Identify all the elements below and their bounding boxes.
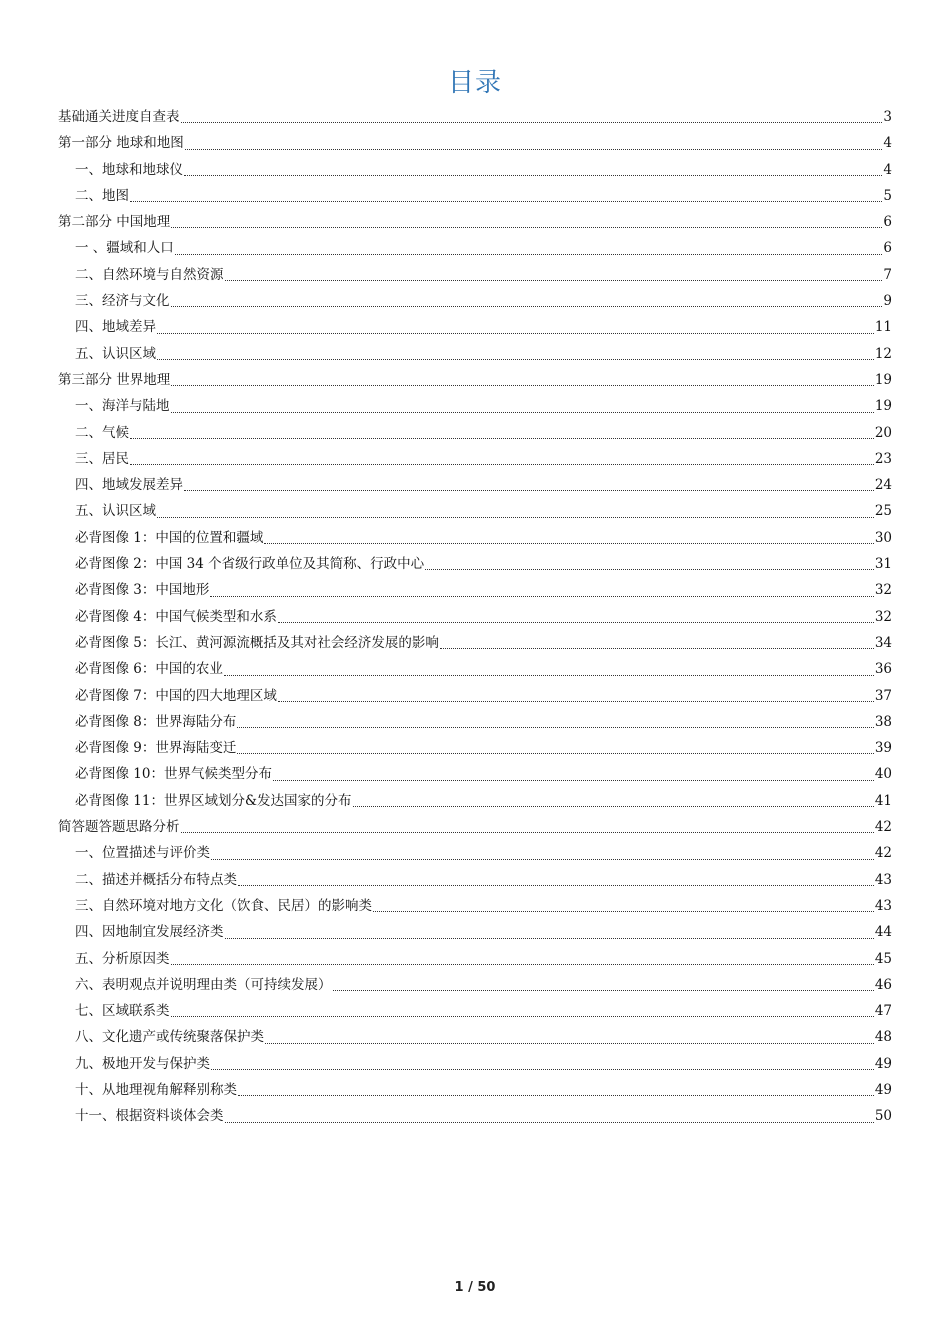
- dot-leader: [171, 1016, 874, 1017]
- toc-entry-page-number: 19: [874, 398, 892, 415]
- dot-leader: [171, 227, 882, 228]
- dot-leader: [273, 780, 874, 781]
- toc-entry[interactable]: [58, 183, 892, 209]
- toc-entry-label: 六、表明观点并说明理由类（可持续发展）: [75, 976, 332, 993]
- toc-entry[interactable]: [58, 683, 892, 709]
- toc-entry[interactable]: [58, 840, 892, 866]
- toc-entry[interactable]: [58, 157, 892, 183]
- toc-entry[interactable]: [58, 341, 892, 367]
- toc-entry-page-number: 42: [874, 845, 892, 862]
- toc-entry-page-number: 46: [874, 976, 892, 993]
- dot-leader: [225, 280, 883, 281]
- dot-leader: [225, 938, 874, 939]
- toc-entry[interactable]: [58, 367, 892, 393]
- dot-leader: [171, 964, 874, 965]
- dot-leader: [211, 859, 874, 860]
- toc-entry-page-number: 44: [874, 924, 892, 941]
- toc-entry[interactable]: [58, 656, 892, 682]
- dot-leader: [171, 412, 874, 413]
- toc-entry-label: 必背图像 8：世界海陆分布: [75, 713, 237, 730]
- toc-entry-label: 二、气候: [75, 424, 129, 441]
- dot-leader: [130, 464, 874, 465]
- toc-entry[interactable]: [58, 104, 892, 130]
- toc-entry[interactable]: [58, 288, 892, 314]
- toc-entry-label: 五、认识区域: [75, 503, 156, 520]
- toc-entry-page-number: 31: [874, 556, 892, 573]
- toc-entry[interactable]: [58, 262, 892, 288]
- dot-leader: [238, 885, 874, 886]
- toc-entry-page-number: 43: [874, 871, 892, 888]
- toc-entry-page-number: 50: [874, 1108, 892, 1125]
- toc-entry-label: 一、位置描述与评价类: [75, 845, 210, 862]
- toc-entry-page-number: 32: [874, 582, 892, 599]
- toc-entry[interactable]: [58, 446, 892, 472]
- toc-entry-label: 一、地球和地球仪: [75, 161, 183, 178]
- toc-entry-page-number: 34: [874, 634, 892, 651]
- toc-entry[interactable]: [58, 1103, 892, 1129]
- toc-entry-page-number: 25: [874, 503, 892, 520]
- toc-entry-page-number: 43: [874, 897, 892, 914]
- toc-entry-label: 四、地域发展差异: [75, 477, 183, 494]
- toc-entry[interactable]: [58, 998, 892, 1024]
- toc-entry-label: 九、极地开发与保护类: [75, 1055, 210, 1072]
- toc-entry-label: 十一、根据资料谈体会类: [75, 1108, 224, 1125]
- dot-leader: [440, 648, 874, 649]
- dot-leader: [130, 201, 882, 202]
- toc-entry-page-number: 4: [883, 135, 892, 152]
- toc-entry-page-number: 6: [883, 240, 892, 257]
- toc-entry[interactable]: [58, 235, 892, 261]
- dot-leader: [184, 175, 882, 176]
- toc-entry-page-number: 45: [874, 950, 892, 967]
- toc-entry[interactable]: [58, 946, 892, 972]
- page-title: 目录: [447, 68, 502, 98]
- dot-leader: [278, 701, 874, 702]
- dot-leader: [130, 438, 874, 439]
- toc-entry-page-number: 12: [874, 345, 892, 362]
- toc-entry[interactable]: [58, 551, 892, 577]
- dot-leader: [181, 832, 874, 833]
- dot-leader: [373, 911, 874, 912]
- toc-entry[interactable]: [58, 630, 892, 656]
- toc-entry[interactable]: [58, 498, 892, 524]
- dot-leader: [157, 333, 874, 334]
- toc-entry-page-number: 47: [874, 1003, 892, 1020]
- toc-entry-label: 三、居民: [75, 450, 129, 467]
- toc-entry-page-number: 9: [883, 293, 892, 310]
- toc-entry-label: 十、从地理视角解释别称类: [75, 1081, 237, 1098]
- toc-entry-page-number: 37: [874, 687, 892, 704]
- toc-entry-label: 必背图像 10：世界气候类型分布: [75, 766, 272, 783]
- toc-entry-label: 必背图像 1：中国的位置和疆域: [75, 529, 264, 546]
- toc-entry-page-number: 24: [874, 477, 892, 494]
- toc-entry-page-number: 42: [874, 819, 892, 836]
- toc-entry-label: 三、自然环境对地方文化（饮食、民居）的影响类: [75, 897, 372, 914]
- dot-leader: [224, 675, 874, 676]
- toc-entry-page-number: 40: [874, 766, 892, 783]
- toc-entry[interactable]: [58, 577, 892, 603]
- dot-leader: [175, 254, 883, 255]
- toc-entry-page-number: 7: [883, 266, 892, 283]
- table-of-contents: [58, 104, 892, 1130]
- toc-entry-label: 八、文化遗产或传统聚落保护类: [75, 1029, 264, 1046]
- toc-entry-label: 三、经济与文化: [75, 293, 170, 310]
- toc-entry-page-number: 32: [874, 608, 892, 625]
- toc-entry-label: 一、海洋与陆地: [75, 398, 170, 415]
- toc-entry-page-number: 49: [874, 1081, 892, 1098]
- dot-leader: [238, 1095, 874, 1096]
- toc-entry-label: 第二部分 中国地理: [58, 214, 171, 231]
- toc-entry[interactable]: [58, 130, 892, 156]
- toc-entry-label: 必背图像 5：长江、黄河源流概括及其对社会经济发展的影响: [75, 634, 439, 651]
- toc-entry[interactable]: [58, 209, 892, 235]
- toc-entry-page-number: 38: [874, 713, 892, 730]
- toc-entry-page-number: 11: [874, 319, 892, 336]
- toc-entry[interactable]: [58, 1077, 892, 1103]
- dot-leader: [171, 385, 874, 386]
- toc-entry-page-number: 39: [874, 740, 892, 757]
- toc-entry-label: 二、描述并概括分布特点类: [75, 871, 237, 888]
- page-number: 1 / 50: [454, 1280, 496, 1295]
- toc-entry-page-number: 49: [874, 1055, 892, 1072]
- toc-entry-page-number: 5: [883, 187, 892, 204]
- dot-leader: [425, 569, 874, 570]
- toc-entry-label: 必背图像 3：中国地形: [75, 582, 210, 599]
- toc-entry-page-number: 20: [874, 424, 892, 441]
- dot-leader: [225, 1122, 874, 1123]
- toc-entry[interactable]: [58, 919, 892, 945]
- dot-leader: [181, 122, 883, 123]
- dot-leader: [265, 1043, 874, 1044]
- toc-entry[interactable]: [58, 867, 892, 893]
- toc-entry[interactable]: [58, 788, 892, 814]
- toc-entry-label: 七、区域联系类: [75, 1003, 170, 1020]
- toc-entry[interactable]: [58, 1051, 892, 1077]
- toc-entry-label: 必背图像 7：中国的四大地理区域: [75, 687, 277, 704]
- toc-entry[interactable]: [58, 604, 892, 630]
- dot-leader: [185, 149, 883, 150]
- toc-entry-page-number: 4: [883, 161, 892, 178]
- toc-entry[interactable]: [58, 814, 892, 840]
- toc-entry-page-number: 41: [874, 792, 892, 809]
- toc-entry-label: 必背图像 6：中国的农业: [75, 661, 223, 678]
- toc-entry-page-number: 36: [874, 661, 892, 678]
- dot-leader: [264, 543, 873, 544]
- toc-entry[interactable]: [58, 472, 892, 498]
- toc-entry-label: 四、因地制宜发展经济类: [75, 924, 224, 941]
- dot-leader: [353, 806, 874, 807]
- toc-entry-label: 四、地域差异: [75, 319, 156, 336]
- dot-leader: [278, 622, 874, 623]
- toc-entry-page-number: 3: [883, 109, 892, 125]
- toc-entry[interactable]: [58, 761, 892, 787]
- dot-leader: [211, 1069, 874, 1070]
- toc-entry-label: 一 、疆域和人口: [75, 240, 174, 257]
- toc-entry-label: 简答题答题思路分析: [58, 819, 180, 836]
- toc-entry-label: 必背图像 9：世界海陆变迁: [75, 740, 237, 757]
- toc-entry-page-number: 30: [874, 529, 892, 546]
- toc-entry[interactable]: [58, 1024, 892, 1050]
- toc-entry-label: 第一部分 地球和地图: [58, 135, 184, 152]
- toc-entry-label: 必背图像 2：中国 34 个省级行政单位及其简称、行政中心: [75, 556, 425, 573]
- toc-entry[interactable]: [58, 709, 892, 735]
- toc-entry-label: 必背图像 11：世界区域划分&发达国家的分布: [75, 792, 352, 809]
- dot-leader: [210, 596, 873, 597]
- dot-leader: [333, 990, 874, 991]
- toc-entry[interactable]: [58, 972, 892, 998]
- toc-entry-page-number: 48: [874, 1029, 892, 1046]
- toc-entry-page-number: 6: [883, 214, 892, 231]
- toc-entry-label: 必背图像 4：中国气候类型和水系: [75, 608, 277, 625]
- toc-entry[interactable]: [58, 420, 892, 446]
- dot-leader: [184, 490, 874, 491]
- toc-entry-label: 二、自然环境与自然资源: [75, 266, 224, 283]
- dot-leader: [157, 359, 874, 360]
- toc-entry[interactable]: [58, 735, 892, 761]
- toc-entry-label: 基础通关进度自查表: [58, 109, 180, 125]
- dot-leader: [237, 727, 873, 728]
- toc-entry-page-number: 19: [874, 371, 892, 388]
- toc-entry-label: 第三部分 世界地理: [58, 371, 171, 388]
- dot-leader: [171, 306, 883, 307]
- toc-entry-page-number: 23: [874, 450, 892, 467]
- toc-entry[interactable]: [58, 314, 892, 340]
- dot-leader: [237, 753, 873, 754]
- toc-entry[interactable]: [58, 393, 892, 419]
- toc-entry-label: 二、地图: [75, 187, 129, 204]
- toc-entry-label: 五、分析原因类: [75, 950, 170, 967]
- toc-entry[interactable]: [58, 525, 892, 551]
- toc-entry[interactable]: [58, 893, 892, 919]
- toc-entry-label: 五、认识区域: [75, 345, 156, 362]
- dot-leader: [157, 517, 874, 518]
